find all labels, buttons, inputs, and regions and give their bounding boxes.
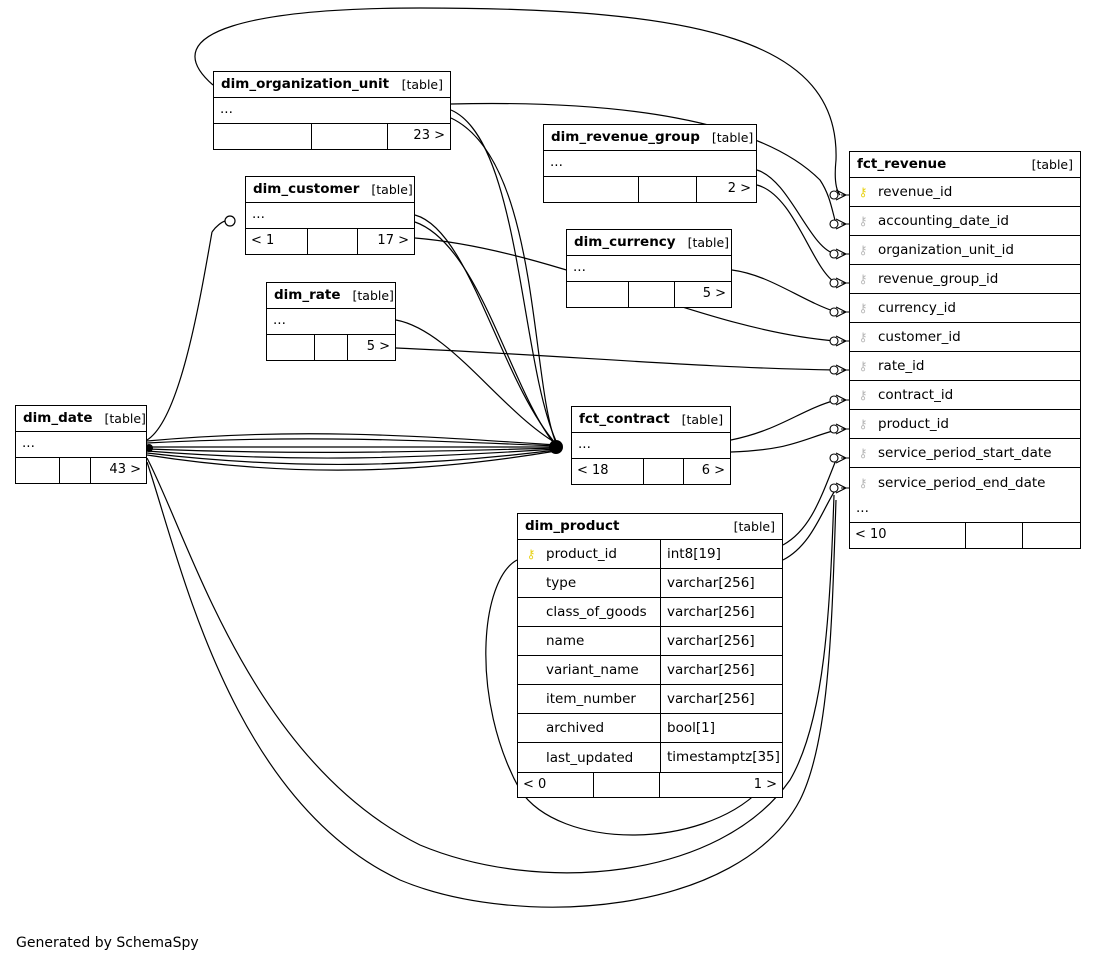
- table-header: [567, 230, 731, 256]
- footer-children: 5 >: [366, 339, 390, 354]
- table-row[interactable]: [518, 714, 782, 743]
- primary-key-icon: ⚷: [858, 185, 868, 199]
- collapsed-columns-ellipsis: ...: [572, 433, 730, 459]
- column-name: last_updated: [546, 749, 634, 766]
- column-name: customer_id: [878, 329, 961, 345]
- table-footer: [16, 458, 146, 483]
- footer-middle: [594, 773, 660, 798]
- table-footer: [214, 124, 450, 149]
- column-name: accounting_date_id: [878, 213, 1009, 229]
- footer-middle: [60, 458, 91, 483]
- more-columns-ellipsis: ...: [850, 497, 1080, 523]
- footer-middle: [315, 335, 348, 360]
- foreign-key-icon: ⚷: [858, 272, 868, 286]
- table-fct_revenue[interactable]: [849, 151, 1081, 549]
- table-title: fct_revenue: [857, 156, 947, 172]
- footer-children: 17 >: [377, 233, 409, 248]
- footer-children: 2 >: [727, 181, 751, 196]
- column-type: varchar[256]: [660, 598, 782, 627]
- table-kind: [table]: [1031, 156, 1073, 172]
- table-title: fct_contract: [579, 411, 670, 427]
- footer-children: 6 >: [701, 463, 725, 478]
- foreign-key-icon: ⚷: [858, 301, 868, 315]
- table-kind: [table]: [371, 181, 413, 197]
- footer-parents: [16, 458, 60, 483]
- table-footer: [567, 282, 731, 307]
- footer-parents: < 1: [246, 229, 308, 254]
- table-kind: [table]: [711, 129, 754, 145]
- footer-middle: [644, 459, 684, 484]
- footer-middle: [966, 523, 1023, 548]
- footer-middle: [639, 177, 697, 202]
- column-type: varchar[256]: [660, 569, 782, 598]
- column-name: product_id: [878, 416, 949, 432]
- footer-children: [1023, 523, 1080, 548]
- table-dim_customer[interactable]: [245, 176, 415, 255]
- foreign-key-icon: ⚷: [858, 417, 868, 431]
- table-title: dim_revenue_group: [551, 129, 700, 145]
- table-dim_rate[interactable]: [266, 282, 396, 361]
- table-row[interactable]: [518, 685, 782, 714]
- column-name: service_period_end_date: [878, 474, 1046, 491]
- table-title: dim_organization_unit: [221, 76, 390, 92]
- table-row[interactable]: [518, 656, 782, 685]
- footer-middle: [312, 124, 388, 149]
- table-row[interactable]: [518, 540, 782, 569]
- table-header: [246, 177, 414, 203]
- collapsed-columns-ellipsis: ...: [544, 151, 756, 177]
- table-row[interactable]: [850, 323, 1080, 352]
- table-dim_organization_unit[interactable]: [213, 71, 451, 150]
- footer-parents: < 0: [518, 773, 594, 798]
- column-name: revenue_id: [878, 184, 953, 200]
- collapsed-columns-ellipsis: ...: [246, 203, 414, 229]
- table-dim_date[interactable]: [15, 405, 147, 484]
- table-header: [267, 283, 395, 309]
- footer-parents: < 10: [850, 523, 966, 548]
- table-fct_contract[interactable]: [571, 406, 731, 485]
- table-row[interactable]: [850, 294, 1080, 323]
- footer-children: 5 >: [702, 286, 726, 301]
- column-type: varchar[256]: [660, 685, 782, 714]
- column-type: varchar[256]: [660, 627, 782, 656]
- table-row[interactable]: [850, 236, 1080, 265]
- footer-parents: [544, 177, 639, 202]
- table-dim_product[interactable]: [517, 513, 783, 798]
- collapsed-columns-ellipsis: ...: [567, 256, 731, 282]
- column-name: archived: [546, 720, 605, 736]
- table-row[interactable]: [850, 439, 1080, 468]
- footer-parents: [567, 282, 629, 307]
- column-name: organization_unit_id: [878, 242, 1014, 258]
- column-type: timestamptz[35]: [660, 743, 782, 772]
- column-name: service_period_start_date: [878, 445, 1052, 461]
- footer-children: 23 >: [413, 128, 445, 143]
- table-kind: [table]: [352, 287, 394, 303]
- collapsed-columns-ellipsis: ...: [267, 309, 395, 335]
- table-header: [850, 152, 1080, 178]
- primary-key-icon: ⚷: [526, 547, 536, 561]
- footer-children: 43 >: [109, 462, 141, 477]
- collapsed-columns-ellipsis: ...: [16, 432, 146, 458]
- table-header: [518, 514, 782, 540]
- column-name: revenue_group_id: [878, 271, 999, 287]
- table-title: dim_date: [23, 410, 93, 426]
- table-title: dim_currency: [574, 234, 676, 250]
- column-type: int8[19]: [660, 540, 782, 569]
- table-header: [16, 406, 146, 432]
- column-list: [850, 178, 1080, 497]
- column-name: name: [546, 633, 585, 649]
- table-row[interactable]: [518, 743, 782, 772]
- footer-parents: [267, 335, 315, 360]
- table-row[interactable]: [518, 627, 782, 656]
- table-row[interactable]: [850, 381, 1080, 410]
- table-kind: [table]: [687, 234, 730, 250]
- column-name: item_number: [546, 691, 636, 707]
- foreign-key-icon: ⚷: [858, 359, 868, 373]
- table-row[interactable]: [850, 178, 1080, 207]
- table-kind: [table]: [733, 518, 775, 534]
- generator-credit: Generated by SchemaSpy: [16, 935, 199, 951]
- foreign-key-icon: ⚷: [858, 446, 868, 460]
- column-name: type: [546, 575, 577, 591]
- table-header: [572, 407, 730, 433]
- table-kind: [table]: [401, 76, 443, 92]
- footer-children: 1 >: [753, 777, 777, 792]
- column-name: class_of_goods: [546, 604, 647, 620]
- table-footer: [267, 335, 395, 360]
- column-list: [518, 540, 782, 772]
- table-footer: [246, 229, 414, 254]
- table-row[interactable]: [850, 207, 1080, 236]
- column-name: currency_id: [878, 300, 956, 316]
- table-kind: [table]: [104, 410, 146, 426]
- table-row[interactable]: [850, 352, 1080, 381]
- table-row[interactable]: [518, 598, 782, 627]
- table-row[interactable]: [850, 410, 1080, 439]
- table-dim_currency[interactable]: [566, 229, 732, 308]
- footer-middle: [629, 282, 675, 307]
- foreign-key-icon: ⚷: [858, 214, 868, 228]
- foreign-key-icon: ⚷: [858, 243, 868, 257]
- table-footer: [572, 459, 730, 484]
- footer-parents: < 18: [572, 459, 644, 484]
- column-type: varchar[256]: [660, 656, 782, 685]
- foreign-key-icon: ⚷: [858, 388, 868, 402]
- column-name: variant_name: [546, 662, 639, 678]
- footer-middle: [308, 229, 358, 254]
- table-footer: [518, 772, 782, 797]
- table-header: [544, 125, 756, 151]
- foreign-key-icon: ⚷: [858, 330, 868, 344]
- table-kind: [table]: [681, 411, 724, 427]
- table-footer: [850, 523, 1080, 548]
- table-dim_revenue_group[interactable]: [543, 124, 757, 203]
- table-row[interactable]: [850, 468, 1080, 497]
- table-footer: [544, 177, 756, 202]
- column-name: rate_id: [878, 358, 925, 374]
- column-name: product_id: [546, 546, 617, 562]
- column-name: contract_id: [878, 387, 954, 403]
- table-row[interactable]: [518, 569, 782, 598]
- table-row[interactable]: [850, 265, 1080, 294]
- table-title: dim_product: [525, 518, 620, 534]
- table-header: [214, 72, 450, 98]
- foreign-key-icon: ⚷: [858, 475, 868, 490]
- column-type: bool[1]: [660, 714, 782, 743]
- table-title: dim_customer: [253, 181, 360, 197]
- collapsed-columns-ellipsis: ...: [214, 98, 450, 124]
- table-title: dim_rate: [274, 287, 341, 303]
- footer-parents: [214, 124, 312, 149]
